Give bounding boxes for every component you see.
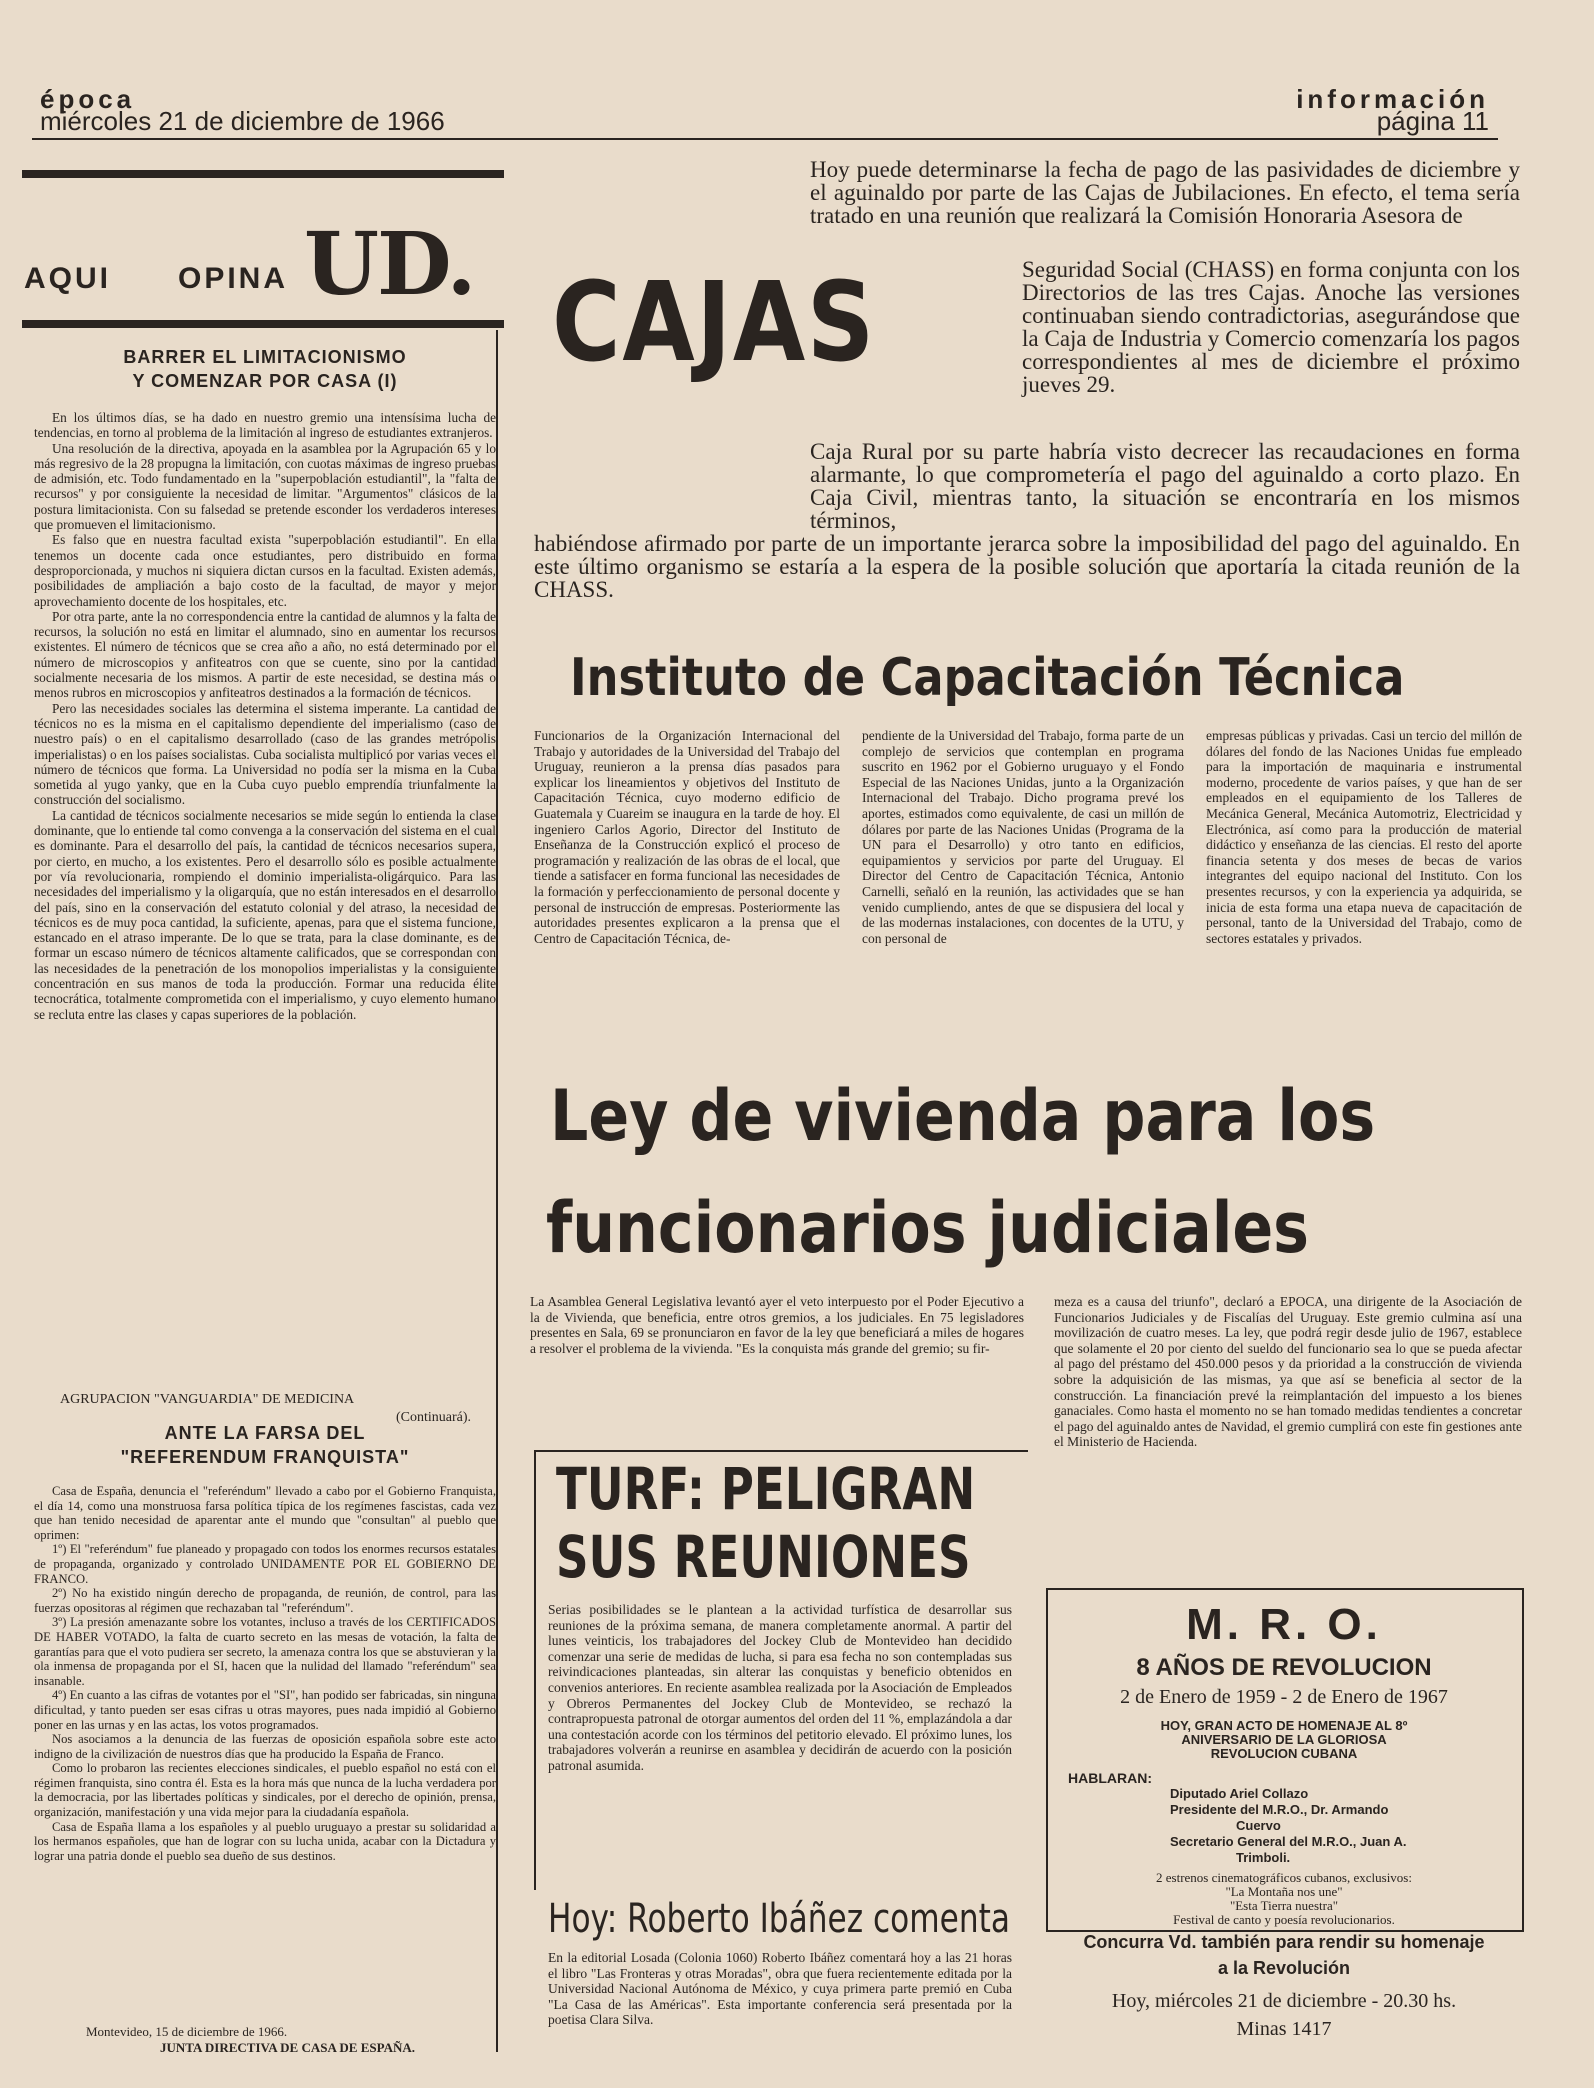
mro-call-2: a la Revolución	[1217, 1958, 1351, 1978]
opina-bottom-bar	[22, 320, 504, 328]
ibanez-headline: Hoy: Roberto Ibáñez comenta	[548, 1896, 1010, 1942]
opina-top-bar	[22, 170, 504, 178]
art1-paragraph: Por otra parte, ante la no correspondencia entre la cantidad de alumnos y la falta de recursos, la solución no está en limitar el alumnado, sino en aumentar los recursos existentes. El número de técnicos que se crea año a año, no está determinado por el número de microscopios y anfiteatros con que se cuente, sino por la cantidad socialmente necesaria de los mismos. A partir de este necesidad, se destina más o menos rubros en microscopios y anfiteatros destinados a la formación de técnicos.	[34, 608, 496, 701]
art2-paragraph: 4º) En cuanto a las cifras de votantes por el "SI", han podido ser fabricadas, sin ninguna dificultad, y tanto pueden ser esas cifras u otras mayores, pues nada impidió al Gobierno poner en las urnas y en las actas, los votos programados.	[34, 1688, 496, 1732]
turf-body: Serias posibilidades se le plantean a la actividad turfística de desarrollar sus reuniones de la próxima semana, de manera completamente anormal. A partir del lunes veinticis, los trabajadores del Jockey Club de Montevideo han decidido comenzar una serie de medidas de lucha, si para esa fecha no son contempladas sus reivindicaciones planteadas, sin alterar las conquistas y beneficio obtenidos en convenios anteriores. En reciente asamblea realizada por la Asociación de Empleados y Obreros Permanentes del Jockey Club de Montevideo, se rechazó la contrapropuesta patronal de otorgar aumentos del orden del 11 %, emplazándola a dar una contestación acorde con los términos del petitorio elevado. El próximo lunes, los trabajadores volverán a reunirse en asamblea y decidirán de acuerdo con la posición patronal asumida.	[548, 1602, 1012, 1773]
mro-speaker-3b: Trimboli.	[1236, 1850, 1291, 1865]
mro-festival: Festival de canto y poesía revolucionarios.	[1173, 1912, 1395, 1927]
art2-body	[34, 1484, 496, 1863]
turf-headline-2: SUS REUNIONES	[556, 1523, 971, 1591]
mro-act-1: HOY, GRAN ACTO DE HOMENAJE AL 8º	[1160, 1718, 1408, 1733]
mro-act-3: REVOLUCION CUBANA	[1210, 1746, 1358, 1761]
mro-when: Hoy, miércoles 21 de diciembre - 20.30 hs.	[1111, 1990, 1457, 2012]
art2-paragraph: Casa de España, denuncia el "referéndum" llevado a cabo por el Gobierno Franquista, el día 14, como una monstruosa farsa política típica de los regímenes fascistas, cada vez que han tenido necesidad de aparentar ante el mundo que "consultan" al pueblo que oprimen:	[34, 1484, 496, 1542]
mro-hablaran: HABLARAN:	[1068, 1770, 1152, 1786]
art1-title-1: BARRER EL LIMITACIONISMO	[123, 347, 407, 367]
opina-banner-aqui: AQUI	[24, 262, 111, 295]
column-rule-left	[496, 330, 498, 2052]
art1-title-2: Y COMENZAR POR CASA (I)	[132, 371, 398, 391]
art2-paragraph: 3º) La presión amenazante sobre los votantes, incluso a través de los CERTIFICADOS DE HABER VOTADO, la falta de cuarto secreto en las mesas de votación, la falta de garantías para que el voto pudiera ser secreto, la amenaza contra los que se abstuvieran y la ola inmensa de propaganda por el SI, hacen que la nulidad del llamado "referéndum" sea insanable.	[34, 1615, 496, 1688]
ley-headline-1: Ley de vivienda para los	[550, 1075, 1376, 1157]
mro-act-2: ANIVERSARIO DE LA GLORIOSA	[1181, 1732, 1387, 1747]
mro-subtitle: 8 AÑOS DE REVOLUCION	[1136, 1654, 1432, 1681]
masthead-name: época	[40, 84, 136, 114]
masthead-section: información	[1296, 84, 1489, 114]
ibanez-body: En la editorial Losada (Colonia 1060) Roberto Ibáñez comentará hoy a las 21 horas el libro "Las Fronteras y otras Moradas", obra que fuera recientemente editada por la Universidad Nacional Autónoma de México, y cuya primera parte premió en Cuba "La Casa de las Américas". Esta importante conferencia será presentada por la poetisa Clara Silva.	[548, 1950, 1012, 2028]
masthead-date: miércoles 21 de diciembre de 1966	[40, 106, 445, 136]
masthead-page: página 11	[1376, 106, 1489, 136]
art2-signature: JUNTA DIRECTIVA DE CASA DE ESPAÑA.	[160, 2040, 415, 2055]
mro-call-1: Concurra Vd. también para rendir su homenaje	[1083, 1932, 1485, 1952]
art2-title-1: ANTE LA FARSA DEL	[164, 1423, 366, 1443]
masthead-rule	[32, 138, 1498, 140]
mro-films-1: 2 estrenos cinematográficos cubanos, exclusivos:	[1156, 1870, 1412, 1885]
mro-films-2: "La Montaña nos une"	[1225, 1884, 1343, 1899]
art2-paragraph: 1º) El "referéndum" fue planeado y propagado con todos los enormes recursos estatales de propaganda, organizado y controlado UNIDAMENTE POR EL GOBIERNO DE FRANCO.	[34, 1542, 496, 1586]
mro-title: M. R. O.	[1186, 1600, 1382, 1649]
art1-continues: (Continuará).	[396, 1410, 472, 1425]
cajas-headline: CAJAS	[552, 258, 876, 386]
opina-banner-opina: OPINA	[178, 262, 289, 295]
art2-paragraph: 2º) No ha existido ningún derecho de propaganda, de reunión, de control, para las fuerzas opositoras al régimen que rechazaban tal "referéndum".	[34, 1586, 496, 1615]
art2-date: Montevideo, 15 de diciembre de 1966.	[86, 2024, 288, 2039]
mro-speaker-1: Diputado Ariel Collazo	[1170, 1786, 1309, 1801]
art2-paragraph: Nos asociamos a la denuncia de las fuerzas de oposición española sobre este acto indigno de la civilización de nuestros días que ha producido la España de Franco.	[34, 1732, 496, 1761]
art2-paragraph: Como lo probaron las recientes elecciones sindicales, el pueblo español no está con el régimen franquista, sino contra él. Esta es la hora más que nunca de la lucha verdadera por la democracia, por las libertades políticas y sindicales, por el derecho de opinión, prensa, organización, manifestación y una vida mejor para la ciudadanía española.	[34, 1761, 496, 1820]
ley-col-2: meza es a causa del triunfo", declaró a EPOCA, una dirigente de la Asociación de Funcionarios Judiciales y de Fiscalías del Uruguay. Este gremio culmina así una movilización de cuatro meses. La ley, que podrá regir desde julio de 1967, establece que solamente el 20 por ciento del sueldo del funcionario sea lo que se pueda afectar al pago del préstamo del 450.000 pesos y da prioridad a la construcción de vivienda sobre la adquisición de las mismas, ya que así se beneficia al sector de la construcción. La financiación prevé la reimplantación del impuesto a los bienes ganaciales. Como hasta el momento no se han tomado medidas tendientes a concretar el pago del aguinaldo antes de Navidad, el gremio cumplirá con este fin gestiones ante el Ministerio de Hacienda.	[1054, 1294, 1522, 1450]
ley-col-1: La Asamblea General Legislativa levantó ayer el veto interpuesto por el Poder Ejecutivo a la de Vivienda, que beneficia, entre otros gremios, a los judiciales. En 75 legisladores presentes en Sala, 69 se pronunciaron en favor de la ley que beneficiará a miles de hogares a resolver el problema de la vivienda. "Es la conquista más grande del gremio; su fir-	[530, 1294, 1024, 1356]
art1-paragraph: Es falso que en nuestra facultad exista "superpoblación estudiantil". En ella tenemos un docente cada once estudiantes, pero distribuido en forma desproporcionada, y muchos ni siquiera dictan cursos en la facultad. Existen además, posibilidades de ampliación a bajo costo de la facultad, de mayor y mejor aprovechamiento docente de los hospitales, etc.	[34, 532, 496, 609]
cajas-text-mid: Caja Rural por su parte habría visto decrecer las recaudaciones en forma alarmante, lo que comprometería el pago del aguinaldo a corto plazo. En Caja Civil, mientras tanto, la situación se encontraría en los mismos términos,	[810, 439, 1520, 533]
art1-paragraph: Una resolución de la directiva, apoyada en la asamblea por la Agrupación 65 y lo más regresivo de la 28 propugna la limitación, con cuotas máximas de ingreso pruebas de admisión, etc. Todo fundamentado en la "superpoblación estudiantil", la "falta de recursos" y por consiguiente la necesidad de limitar. "Argumentos" clásicos de la postura limitacionista. Con su falsedad se pretende esconder los verdaderos intereses que promueven el limitacionismo.	[34, 440, 496, 533]
art1-paragraph: En los últimos días, se ha dado en nuestro gremio una intensísima lucha de tendencias, en torno al problema de la limitación al ingreso de estudiantes extranjeros.	[34, 410, 496, 441]
art2-paragraph: Casa de España llama a los españoles y al pueblo uruguayo a prestar su solidaridad a los hermanos españoles, que han de lograr con su lucha unida, acabar con la Dictadura y lograr una patria donde el pueblo sea dueño de sus destinos.	[34, 1819, 496, 1863]
instituto-headline: Instituto de Capacitación Técnica	[570, 648, 1405, 708]
art2-title-2: "REFERENDUM FRANQUISTA"	[120, 1447, 410, 1467]
turf-box-left	[534, 1450, 536, 1890]
mro-where: Minas 1417	[1236, 2018, 1332, 2040]
art1-paragraph: Pero las necesidades sociales las determina el sistema imperante. La cantidad de técnicos no es la misma en el capitalismo dependiente del imperialismo (caso de nuestro país) o en el capitalismo desarrollado (caso de las grandes metrópolis imperialistas) o en los países socialistas. Cuba socialista multiplicó por varias veces el número de técnicos que forma. La Universidad no podía ser la misma en la Cuba sometida al yugo yanky, que en la Cuba cuyo pueblo emprendía triunfalmente la construcción del socialismo.	[34, 700, 496, 808]
cajas-text-top: Hoy puede determinarse la fecha de pago de las pasividades de diciembre y el aguinaldo por parte de las Cajas de Jubilaciones. En efecto, el tema sería tratado en una reunión que realizará la Comisión Honoraria Asesora de	[810, 157, 1520, 228]
cajas-text-bottom: habiéndose afirmado por parte de un importante jerarca sobre la imposibilidad del pago del aguinaldo. En este último organismo se estaría a la espera de la posible solución que aportaría la citada reunión de la CHASS.	[534, 531, 1520, 602]
ley-headline-2: funcionarios judiciales	[546, 1187, 1309, 1269]
art1-signature: AGRUPACION "VANGUARDIA" DE MEDICINA	[60, 1392, 355, 1407]
opina-banner-ud: UD.	[304, 214, 475, 315]
turf-box-top	[534, 1450, 1028, 1452]
cajas-text-side: Seguridad Social (CHASS) en forma conjunta con los Directorios de las tres Cajas. Anoche las versiones continuaban siendo contradictorias, asegurándose que la Caja de Industria y Comercio comenzaría los pagos correspondientes al mes de diciembre el próximo jueves 29.	[1022, 257, 1520, 397]
turf-headline-1: TURF: PELIGRAN	[556, 1455, 976, 1523]
mro-speaker-3a: Secretario General del M.R.O., Juan A.	[1170, 1834, 1407, 1849]
mro-speaker-2b: Cuervo	[1236, 1818, 1281, 1833]
instituto-col-2: pendiente de la Universidad del Trabajo, forma parte de un complejo de servicios que contemplan en programa suscrito en 1962 por el Gobierno uruguayo y el Fondo Especial de las Naciones Unidas, junto a la Organización Internacional del Trabajo. Dicho programa prevé los aportes, estimados como equivalente, de casi un millón de dólares por parte de las Naciones Unidas (Programa de la UN para el Desarrollo) y otro tanto en edificios, equipamientos y servicios por parte del Uruguay. El Director del Centro de Capacitación Técnica, Antonio Carnelli, señaló en la reunión, las actividades que se han venido cumpliendo, antes de que se dispusiera del local y de las modernas instalaciones, con docentes de la UTU, y con personal de	[862, 728, 1184, 946]
mro-speaker-2a: Presidente del M.R.O., Dr. Armando	[1170, 1802, 1389, 1817]
instituto-col-3: empresas públicas y privadas. Casi un tercio del millón de dólares del fondo de las Naciones Unidas fue empleado para la importación de maquinaria e instrumental moderno, procedente de varios países, y que han de ser empleados en el equipamiento de los Talleres de Mecánica General, Mecánica Automotriz, Electricidad y Electrónica, así como para la producción de material didáctico y enseñanza de las ciencias. El resto del aporte financia setenta y dos meses de becas de varios integrantes del equipo nacional del Instituto. Con los presentes recursos, y con la experiencia ya adquirida, se inicia de esta forma una etapa nueva de capacitación de personal, tanto de la Universidad del Trabajo, como de sectores estatales y privados.	[1206, 728, 1522, 946]
instituto-col-1: Funcionarios de la Organización Internacional del Trabajo y autoridades de la Universidad del Trabajo del Uruguay, reunieron a la prensa días pasados para explicar los lineamientos y objetivos del Instituto de Capacitación Técnica, cuyo moderno edificio de Guatemala y Cuareim se inaugura en la tarde de hoy. El ingeniero Carlos Agorio, Director del Instituto de Enseñanza de la Construcción explicó el proceso de programación y realización de las obras de el local, que tiende a satisfacer en forma funcional las necesidades de la formación y perfeccionamiento de personal docente y personal de instrucción de empresas. Posteriormente las autoridades presentes explicaron a la prensa que el Centro de Capacitación Técnica, de-	[534, 728, 840, 946]
mro-films-3: "Esta Tierra nuestra"	[1229, 1898, 1339, 1913]
art1-paragraph: La cantidad de técnicos socialmente necesarios se mide según lo entienda la clase dominante, que lo entiende tal como convenga a la conservación del sistema en el cual es dominante. Para el desarrollo del país, la cantidad de técnicos necesarios supera, por cierto, en mucho, a los existentes. Pero el desarrollo sólo es posible actualmente por vía revolucionaria, rompiendo el dominio imperialista-oligárquico. Para las necesidades del imperialismo y la oligarquía, que no están interesados en el desarrollo del país, sino en la conservación del estatuto colonial y del atraso, la necesidad de técnicos es de muy poca cantidad, la suficiente, apenas, para que el sistema funcione, estancado en el atraso imperante. De lo que se trata, para la clase dominante, es de formar un escaso número de técnicos altamente calificados, que se correspondan con las necesidades de la penetración de los monopolios imperialistas y la consiguiente concentración en sus manos de toda la producción. Formar una reducida élite tecnocrática, totalmente comprometida con el imperialismo, y cuyo elemento humano se recluta entre las clases y capas superiores de la población.	[34, 807, 496, 1022]
mro-dates: 2 de Enero de 1959 - 2 de Enero de 1967	[1120, 1686, 1448, 1708]
art1-body	[34, 410, 496, 1022]
